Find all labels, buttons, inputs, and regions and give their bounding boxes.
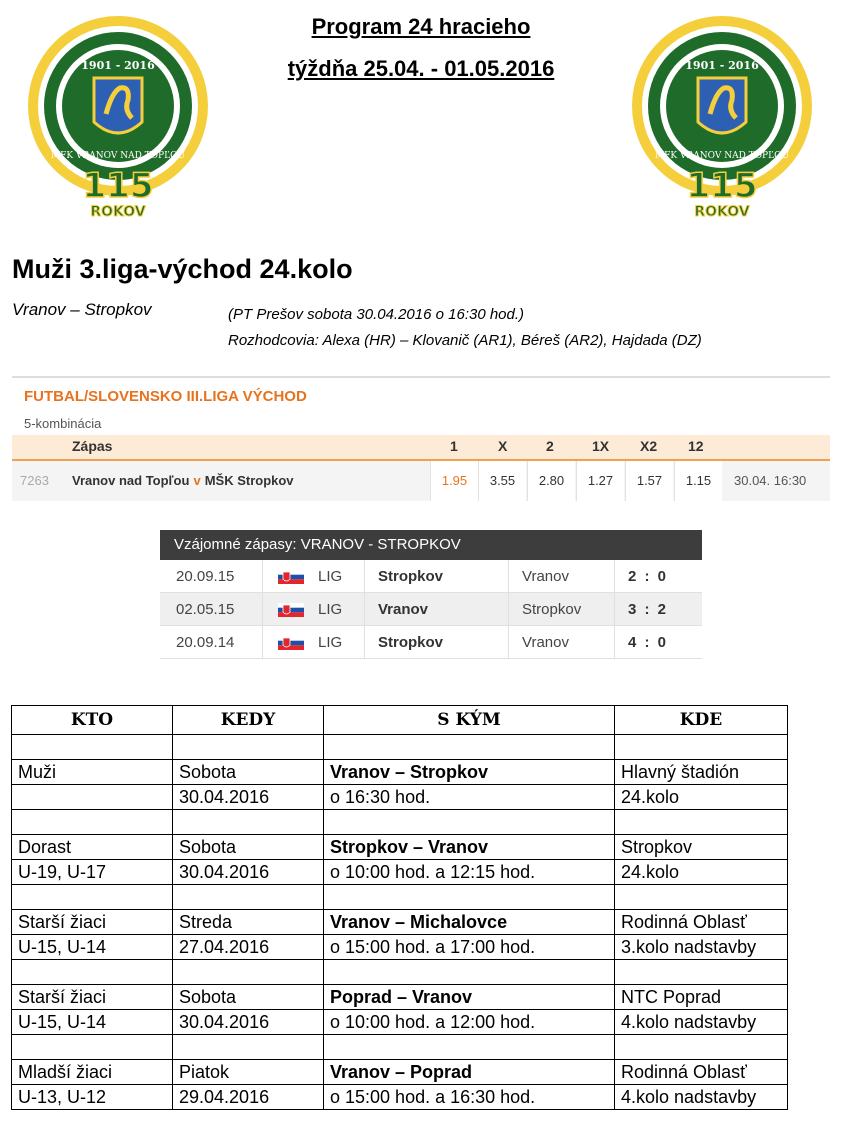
odd-1x[interactable]: 1.27	[576, 461, 624, 501]
h2h-home-team[interactable]: Stropkov	[378, 634, 444, 651]
cell-kedy: 29.04.2016	[173, 1085, 324, 1110]
cell-kde	[615, 1035, 788, 1060]
cell-kto: Starší žiaci	[12, 910, 173, 935]
table-row	[12, 960, 788, 985]
cell-kde: Stropkov	[615, 835, 788, 860]
cell-s-kym	[324, 1035, 615, 1060]
cell-kedy: 30.04.2016	[173, 860, 324, 885]
table-row	[12, 860, 788, 885]
h2h-home-team[interactable]: Vranov	[378, 601, 429, 618]
cell-kedy: Streda	[173, 910, 324, 935]
cell-kto: Muži	[12, 760, 173, 785]
program-title: Program 24 hracieho	[311, 14, 531, 39]
odds-box	[12, 376, 830, 504]
cell-kedy: 27.04.2016	[173, 935, 324, 960]
cell-kde: 4.kolo nadstavby	[615, 1085, 788, 1110]
cell-kedy: Sobota	[173, 835, 324, 860]
table-row	[12, 810, 788, 835]
odds-home-team: Vranov nad Topľou	[72, 473, 190, 488]
cell-kde: 24.kolo	[615, 860, 788, 885]
schedule-header-row	[12, 706, 788, 735]
odd-2[interactable]: 2.80	[527, 461, 575, 501]
odds-header-x: X	[498, 438, 508, 454]
h2h-date: 20.09.15	[176, 568, 235, 585]
cell-kde: Hlavný štadión	[615, 760, 788, 785]
odd-1[interactable]: 1.95	[430, 461, 478, 501]
table-row	[12, 1010, 788, 1035]
schedule-table	[11, 705, 788, 1110]
cell-s-kym: Vranov – Michalovce	[324, 910, 615, 935]
table-row	[12, 1035, 788, 1060]
cell-s-kym: o 15:00 hod. a 16:30 hod.	[324, 1085, 615, 1110]
h2h-competition: LIG	[318, 568, 343, 585]
h2h-score: 4 : 0	[628, 634, 669, 651]
cell-s-kym: Vranov – Poprad	[324, 1060, 615, 1085]
logo-number: 115	[686, 166, 758, 206]
odds-title: FUTBAL/SLOVENSKO III.LIGA VÝCHOD	[24, 388, 307, 405]
cell-kto	[12, 810, 173, 835]
cell-kde: NTC Poprad	[615, 985, 788, 1010]
table-row	[12, 735, 788, 760]
logo-club-name: MFK VRANOV NAD TOPĽOU	[50, 151, 186, 161]
odds-subtitle: 5-kombinácia	[24, 416, 102, 431]
cell-s-kym: o 10:00 hod. a 12:00 hod.	[324, 1010, 615, 1035]
table-row	[12, 1085, 788, 1110]
slovakia-flag-icon	[278, 636, 304, 650]
odds-header-x2: X2	[640, 438, 658, 454]
cell-kedy: 30.04.2016	[173, 1010, 324, 1035]
cell-s-kym: o 16:30 hod.	[324, 785, 615, 810]
cell-kedy	[173, 885, 324, 910]
h2h-row	[160, 593, 702, 626]
cell-kto: Dorast	[12, 835, 173, 860]
table-row	[12, 885, 788, 910]
h2h-row	[160, 626, 702, 659]
cell-s-kym: o 10:00 hod. a 12:15 hod.	[324, 860, 615, 885]
cell-s-kym: Vranov – Stropkov	[324, 760, 615, 785]
odds-header-2: 2	[546, 438, 554, 454]
table-row	[12, 785, 788, 810]
cell-kde	[615, 960, 788, 985]
cell-kedy	[173, 735, 324, 760]
logo-rokov: ROKOV	[694, 204, 750, 220]
header-kde: KDE	[615, 706, 788, 735]
h2h-away-team[interactable]: Stropkov	[522, 601, 582, 618]
table-row	[12, 985, 788, 1010]
odds-match-row	[12, 461, 830, 501]
table-row	[12, 760, 788, 785]
table-row	[12, 1060, 788, 1085]
odds-header-row	[12, 435, 830, 461]
cell-kedy: 30.04.2016	[173, 785, 324, 810]
header-kedy: KEDY	[173, 706, 324, 735]
cell-kde	[615, 735, 788, 760]
cell-s-kym: Stropkov – Vranov	[324, 835, 615, 860]
h2h-competition: LIG	[318, 601, 343, 618]
slovakia-flag-icon	[278, 603, 304, 617]
h2h-score: 3 : 2	[628, 601, 669, 618]
club-logo-right	[624, 14, 820, 220]
odds-header-1: 1	[450, 438, 458, 454]
cell-kto	[12, 960, 173, 985]
logo-years: 1901 - 2016	[685, 59, 759, 72]
cell-kto	[12, 785, 173, 810]
h2h-date: 02.05.15	[176, 601, 235, 618]
odds-header-zapas: Zápas	[72, 438, 113, 454]
club-logo-left	[20, 14, 216, 220]
h2h-score: 2 : 0	[628, 568, 669, 585]
cell-kto	[12, 735, 173, 760]
odds-match-date: 30.04. 16:30	[734, 473, 807, 488]
logo-club-name: MFK VRANOV NAD TOPĽOU	[654, 151, 790, 161]
odds-match-id: 7263	[20, 473, 49, 488]
h2h-competition: LIG	[318, 634, 343, 651]
cell-kedy: Sobota	[173, 760, 324, 785]
head-to-head-panel	[160, 530, 702, 659]
odd-x2[interactable]: 1.57	[625, 461, 673, 501]
cell-kto	[12, 885, 173, 910]
head-to-head-title: Vzájomné zápasy: VRANOV - STROPKOV	[160, 530, 702, 560]
table-row	[12, 935, 788, 960]
cell-kde	[615, 885, 788, 910]
table-row	[12, 910, 788, 935]
cell-kto: U-19, U-17	[12, 860, 173, 885]
cell-s-kym: o 15:00 hod. a 17:00 hod.	[324, 935, 615, 960]
cell-kto: Starší žiaci	[12, 985, 173, 1010]
section-title: Muži 3.liga-východ 24.kolo	[12, 254, 353, 284]
cell-kedy	[173, 810, 324, 835]
h2h-row	[160, 560, 702, 593]
header-kto: KTO	[12, 706, 173, 735]
match-referees: Rozhodcovia: Alexa (HR) – Klovanič (AR1), Béreš (AR2), Hajdada (DZ)	[228, 332, 702, 349]
h2h-home-team[interactable]: Stropkov	[378, 568, 444, 585]
h2h-away-team[interactable]: Vranov	[522, 634, 569, 651]
slovakia-flag-icon	[278, 570, 304, 584]
program-week: týždňa 25.04. - 01.05.2016	[287, 56, 555, 81]
match-name: Vranov – Stropkov	[12, 300, 152, 319]
odds-header-1x: 1X	[592, 438, 610, 454]
cell-kedy: Piatok	[173, 1060, 324, 1085]
table-row	[12, 835, 788, 860]
header-s-kym: S KÝM	[324, 706, 615, 735]
logo-number: 115	[82, 166, 154, 206]
cell-kto: U-15, U-14	[12, 935, 173, 960]
odds-away-team: MŠK Stropkov	[204, 473, 294, 488]
cell-kde: Rodinná Oblasť	[615, 910, 788, 935]
cell-kde: Rodinná Oblasť	[615, 1060, 788, 1085]
cell-kde: 4.kolo nadstavby	[615, 1010, 788, 1035]
odd-12[interactable]: 1.15	[674, 461, 722, 501]
h2h-date: 20.09.14	[176, 634, 235, 651]
cell-kedy	[173, 960, 324, 985]
logo-years: 1901 - 2016	[81, 59, 155, 72]
h2h-away-team[interactable]: Vranov	[522, 568, 569, 585]
odds-header-12: 12	[688, 438, 704, 454]
cell-kto	[12, 1035, 173, 1060]
cell-s-kym	[324, 810, 615, 835]
cell-s-kym	[324, 960, 615, 985]
cell-kto: U-15, U-14	[12, 1010, 173, 1035]
cell-kedy	[173, 1035, 324, 1060]
cell-kedy: Sobota	[173, 985, 324, 1010]
cell-kde: 24.kolo	[615, 785, 788, 810]
odds-match-teams	[72, 473, 294, 488]
cell-s-kym	[324, 735, 615, 760]
cell-s-kym: Poprad – Vranov	[324, 985, 615, 1010]
match-venue-time: (PT Prešov sobota 30.04.2016 o 16:30 hod.)	[228, 306, 525, 323]
cell-s-kym	[324, 885, 615, 910]
cell-kde: 3.kolo nadstavby	[615, 935, 788, 960]
odd-x[interactable]: 3.55	[478, 461, 526, 501]
cell-kde	[615, 810, 788, 835]
cell-kto: U-13, U-12	[12, 1085, 173, 1110]
logo-rokov: ROKOV	[90, 204, 146, 220]
odds-vs: v	[193, 473, 201, 488]
match-info	[228, 302, 702, 354]
cell-kto: Mladší žiaci	[12, 1060, 173, 1085]
